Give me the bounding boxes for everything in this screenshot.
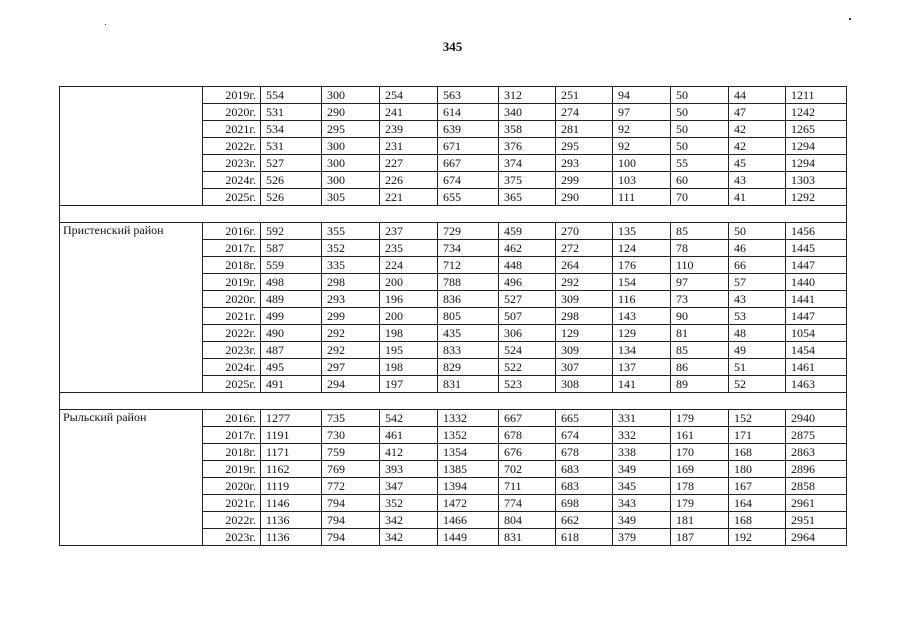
value-cell: 794 [322, 512, 380, 529]
year-cell: 2017г. [203, 240, 261, 257]
year-cell: 2017г. [203, 427, 261, 444]
value-cell: 1385 [438, 461, 499, 478]
value-cell: 788 [438, 274, 499, 291]
value-cell: 154 [613, 274, 671, 291]
value-cell: 226 [380, 172, 438, 189]
value-cell: 676 [499, 444, 556, 461]
value-cell: 50 [671, 104, 729, 121]
value-cell: 294 [322, 376, 380, 393]
value-cell: 110 [671, 257, 729, 274]
value-cell: 2940 [786, 410, 847, 427]
value-cell: 42 [729, 138, 786, 155]
value-cell: 293 [556, 155, 613, 172]
value-cell: 1146 [261, 495, 322, 512]
value-cell: 290 [556, 189, 613, 206]
value-cell: 224 [380, 257, 438, 274]
value-cell: 1191 [261, 427, 322, 444]
value-cell: 274 [556, 104, 613, 121]
value-cell: 342 [380, 512, 438, 529]
value-cell: 97 [671, 274, 729, 291]
value-cell: 41 [729, 189, 786, 206]
value-cell: 241 [380, 104, 438, 121]
value-cell: 338 [613, 444, 671, 461]
value-cell: 70 [671, 189, 729, 206]
value-cell: 198 [380, 325, 438, 342]
value-cell: 332 [613, 427, 671, 444]
table-row [60, 223, 847, 240]
value-cell: 92 [613, 138, 671, 155]
value-cell: 671 [438, 138, 499, 155]
value-cell: 331 [613, 410, 671, 427]
value-cell: 187 [671, 529, 729, 546]
value-cell: 1449 [438, 529, 499, 546]
value-cell: 498 [261, 274, 322, 291]
value-cell: 674 [556, 427, 613, 444]
year-cell: 2019г. [203, 87, 261, 104]
value-cell: 683 [556, 461, 613, 478]
value-cell: 239 [380, 121, 438, 138]
year-cell: 2025г. [203, 376, 261, 393]
value-cell: 297 [322, 359, 380, 376]
district-name-cell: Рыльский район [60, 410, 203, 546]
value-cell: 290 [322, 104, 380, 121]
value-cell: 1211 [786, 87, 847, 104]
value-cell: 55 [671, 155, 729, 172]
value-cell: 111 [613, 189, 671, 206]
value-cell: 300 [322, 155, 380, 172]
value-cell: 794 [322, 529, 380, 546]
value-cell: 1242 [786, 104, 847, 121]
value-cell: 352 [322, 240, 380, 257]
value-cell: 2858 [786, 478, 847, 495]
value-cell: 358 [499, 121, 556, 138]
value-cell: 1294 [786, 138, 847, 155]
value-cell: 141 [613, 376, 671, 393]
value-cell: 702 [499, 461, 556, 478]
value-cell: 462 [499, 240, 556, 257]
value-cell: 730 [322, 427, 380, 444]
population-table [59, 86, 847, 546]
value-cell: 352 [380, 495, 438, 512]
value-cell: 804 [499, 512, 556, 529]
value-cell: 355 [322, 223, 380, 240]
value-cell: 298 [322, 274, 380, 291]
value-cell: 198 [380, 359, 438, 376]
value-cell: 43 [729, 291, 786, 308]
value-cell: 254 [380, 87, 438, 104]
value-cell: 78 [671, 240, 729, 257]
value-cell: 2896 [786, 461, 847, 478]
value-cell: 295 [322, 121, 380, 138]
value-cell: 178 [671, 478, 729, 495]
value-cell: 168 [729, 444, 786, 461]
value-cell: 448 [499, 257, 556, 274]
value-cell: 49 [729, 342, 786, 359]
year-cell: 2021г. [203, 495, 261, 512]
year-cell: 2018г. [203, 444, 261, 461]
value-cell: 1054 [786, 325, 847, 342]
value-cell: 794 [322, 495, 380, 512]
value-cell: 526 [261, 172, 322, 189]
value-cell: 836 [438, 291, 499, 308]
value-cell: 343 [613, 495, 671, 512]
year-cell: 2019г. [203, 461, 261, 478]
value-cell: 272 [556, 240, 613, 257]
value-cell: 459 [499, 223, 556, 240]
value-cell: 237 [380, 223, 438, 240]
value-cell: 293 [322, 291, 380, 308]
value-cell: 137 [613, 359, 671, 376]
value-cell: 129 [556, 325, 613, 342]
value-cell: 1277 [261, 410, 322, 427]
value-cell: 168 [729, 512, 786, 529]
value-cell: 1447 [786, 257, 847, 274]
value-cell: 231 [380, 138, 438, 155]
value-cell: 143 [613, 308, 671, 325]
value-cell: 94 [613, 87, 671, 104]
value-cell: 90 [671, 308, 729, 325]
value-cell: 124 [613, 240, 671, 257]
value-cell: 1456 [786, 223, 847, 240]
value-cell: 342 [380, 529, 438, 546]
value-cell: 235 [380, 240, 438, 257]
value-cell: 499 [261, 308, 322, 325]
value-cell: 490 [261, 325, 322, 342]
value-cell: 667 [438, 155, 499, 172]
value-cell: 1294 [786, 155, 847, 172]
value-cell: 264 [556, 257, 613, 274]
value-cell: 495 [261, 359, 322, 376]
value-cell: 308 [556, 376, 613, 393]
separator-cell [60, 393, 847, 410]
value-cell: 375 [499, 172, 556, 189]
value-cell: 527 [261, 155, 322, 172]
value-cell: 1352 [438, 427, 499, 444]
value-cell: 100 [613, 155, 671, 172]
value-cell: 759 [322, 444, 380, 461]
value-cell: 559 [261, 257, 322, 274]
value-cell: 152 [729, 410, 786, 427]
scan-speck [849, 18, 851, 20]
value-cell: 678 [499, 427, 556, 444]
value-cell: 524 [499, 342, 556, 359]
value-cell: 179 [671, 410, 729, 427]
value-cell: 531 [261, 104, 322, 121]
value-cell: 349 [613, 512, 671, 529]
value-cell: 103 [613, 172, 671, 189]
value-cell: 563 [438, 87, 499, 104]
value-cell: 66 [729, 257, 786, 274]
value-cell: 587 [261, 240, 322, 257]
year-cell: 2018г. [203, 257, 261, 274]
value-cell: 50 [729, 223, 786, 240]
value-cell: 97 [613, 104, 671, 121]
value-cell: 829 [438, 359, 499, 376]
value-cell: 135 [613, 223, 671, 240]
value-cell: 772 [322, 478, 380, 495]
value-cell: 221 [380, 189, 438, 206]
value-cell: 50 [671, 138, 729, 155]
year-cell: 2020г. [203, 291, 261, 308]
value-cell: 134 [613, 342, 671, 359]
year-cell: 2024г. [203, 359, 261, 376]
value-cell: 2875 [786, 427, 847, 444]
section-separator-row [60, 393, 847, 410]
value-cell: 1292 [786, 189, 847, 206]
value-cell: 698 [556, 495, 613, 512]
value-cell: 50 [671, 87, 729, 104]
value-cell: 281 [556, 121, 613, 138]
value-cell: 1136 [261, 529, 322, 546]
value-cell: 307 [556, 359, 613, 376]
value-cell: 712 [438, 257, 499, 274]
value-cell: 292 [322, 325, 380, 342]
value-cell: 1332 [438, 410, 499, 427]
value-cell: 365 [499, 189, 556, 206]
value-cell: 379 [613, 529, 671, 546]
value-cell: 554 [261, 87, 322, 104]
value-cell: 86 [671, 359, 729, 376]
year-cell: 2019г. [203, 274, 261, 291]
value-cell: 300 [322, 87, 380, 104]
separator-cell [60, 206, 847, 223]
value-cell: 729 [438, 223, 499, 240]
value-cell: 292 [322, 342, 380, 359]
value-cell: 674 [438, 172, 499, 189]
value-cell: 774 [499, 495, 556, 512]
value-cell: 2961 [786, 495, 847, 512]
value-cell: 161 [671, 427, 729, 444]
value-cell: 73 [671, 291, 729, 308]
value-cell: 299 [322, 308, 380, 325]
value-cell: 1265 [786, 121, 847, 138]
value-cell: 270 [556, 223, 613, 240]
value-cell: 1472 [438, 495, 499, 512]
table-body [60, 87, 847, 546]
district-name-cell [60, 87, 203, 206]
value-cell: 683 [556, 478, 613, 495]
value-cell: 831 [438, 376, 499, 393]
value-cell: 522 [499, 359, 556, 376]
year-cell: 2021г. [203, 308, 261, 325]
value-cell: 662 [556, 512, 613, 529]
value-cell: 171 [729, 427, 786, 444]
value-cell: 1441 [786, 291, 847, 308]
year-cell: 2022г. [203, 325, 261, 342]
value-cell: 129 [613, 325, 671, 342]
value-cell: 48 [729, 325, 786, 342]
value-cell: 1171 [261, 444, 322, 461]
value-cell: 1354 [438, 444, 499, 461]
value-cell: 347 [380, 478, 438, 495]
value-cell: 306 [499, 325, 556, 342]
value-cell: 393 [380, 461, 438, 478]
value-cell: 1162 [261, 461, 322, 478]
value-cell: 89 [671, 376, 729, 393]
value-cell: 2964 [786, 529, 847, 546]
value-cell: 1136 [261, 512, 322, 529]
value-cell: 527 [499, 291, 556, 308]
year-cell: 2020г. [203, 478, 261, 495]
value-cell: 292 [556, 274, 613, 291]
year-cell: 2025г. [203, 189, 261, 206]
table-row [60, 87, 847, 104]
value-cell: 85 [671, 342, 729, 359]
value-cell: 44 [729, 87, 786, 104]
value-cell: 52 [729, 376, 786, 393]
value-cell: 667 [499, 410, 556, 427]
value-cell: 179 [671, 495, 729, 512]
value-cell: 1119 [261, 478, 322, 495]
value-cell: 711 [499, 478, 556, 495]
value-cell: 2863 [786, 444, 847, 461]
value-cell: 374 [499, 155, 556, 172]
value-cell: 180 [729, 461, 786, 478]
value-cell: 51 [729, 359, 786, 376]
value-cell: 542 [380, 410, 438, 427]
value-cell: 349 [613, 461, 671, 478]
value-cell: 309 [556, 342, 613, 359]
district-name-cell: Пристенский район [60, 223, 203, 393]
value-cell: 461 [380, 427, 438, 444]
value-cell: 295 [556, 138, 613, 155]
value-cell: 312 [499, 87, 556, 104]
value-cell: 340 [499, 104, 556, 121]
value-cell: 60 [671, 172, 729, 189]
table-row [60, 410, 847, 427]
value-cell: 196 [380, 291, 438, 308]
value-cell: 678 [556, 444, 613, 461]
value-cell: 345 [613, 478, 671, 495]
value-cell: 614 [438, 104, 499, 121]
value-cell: 200 [380, 308, 438, 325]
value-cell: 251 [556, 87, 613, 104]
value-cell: 92 [613, 121, 671, 138]
value-cell: 412 [380, 444, 438, 461]
value-cell: 176 [613, 257, 671, 274]
value-cell: 181 [671, 512, 729, 529]
value-cell: 45 [729, 155, 786, 172]
year-cell: 2024г. [203, 172, 261, 189]
page-number: 345 [442, 39, 463, 54]
value-cell: 526 [261, 189, 322, 206]
value-cell: 85 [671, 223, 729, 240]
value-cell: 116 [613, 291, 671, 308]
value-cell: 534 [261, 121, 322, 138]
value-cell: 1466 [438, 512, 499, 529]
value-cell: 47 [729, 104, 786, 121]
value-cell: 1463 [786, 376, 847, 393]
value-cell: 197 [380, 376, 438, 393]
value-cell: 655 [438, 189, 499, 206]
value-cell: 735 [322, 410, 380, 427]
year-cell: 2022г. [203, 138, 261, 155]
value-cell: 309 [556, 291, 613, 308]
value-cell: 50 [671, 121, 729, 138]
value-cell: 1445 [786, 240, 847, 257]
value-cell: 42 [729, 121, 786, 138]
value-cell: 1394 [438, 478, 499, 495]
value-cell: 195 [380, 342, 438, 359]
value-cell: 435 [438, 325, 499, 342]
value-cell: 164 [729, 495, 786, 512]
year-cell: 2021г. [203, 121, 261, 138]
year-cell: 2023г. [203, 342, 261, 359]
value-cell: 523 [499, 376, 556, 393]
value-cell: 192 [729, 529, 786, 546]
value-cell: 299 [556, 172, 613, 189]
year-cell: 2016г. [203, 410, 261, 427]
value-cell: 1461 [786, 359, 847, 376]
year-cell: 2023г. [203, 529, 261, 546]
value-cell: 487 [261, 342, 322, 359]
value-cell: 831 [499, 529, 556, 546]
value-cell: 46 [729, 240, 786, 257]
value-cell: 53 [729, 308, 786, 325]
year-cell: 2016г. [203, 223, 261, 240]
value-cell: 496 [499, 274, 556, 291]
value-cell: 1440 [786, 274, 847, 291]
value-cell: 592 [261, 223, 322, 240]
value-cell: 734 [438, 240, 499, 257]
value-cell: 489 [261, 291, 322, 308]
value-cell: 2951 [786, 512, 847, 529]
value-cell: 57 [729, 274, 786, 291]
value-cell: 305 [322, 189, 380, 206]
scan-speck [105, 24, 106, 25]
value-cell: 167 [729, 478, 786, 495]
value-cell: 169 [671, 461, 729, 478]
value-cell: 805 [438, 308, 499, 325]
value-cell: 200 [380, 274, 438, 291]
year-cell: 2023г. [203, 155, 261, 172]
value-cell: 170 [671, 444, 729, 461]
value-cell: 1454 [786, 342, 847, 359]
value-cell: 491 [261, 376, 322, 393]
value-cell: 531 [261, 138, 322, 155]
value-cell: 300 [322, 138, 380, 155]
value-cell: 769 [322, 461, 380, 478]
year-cell: 2022г. [203, 512, 261, 529]
value-cell: 665 [556, 410, 613, 427]
year-cell: 2020г. [203, 104, 261, 121]
value-cell: 300 [322, 172, 380, 189]
value-cell: 227 [380, 155, 438, 172]
value-cell: 639 [438, 121, 499, 138]
value-cell: 376 [499, 138, 556, 155]
value-cell: 1447 [786, 308, 847, 325]
section-separator-row [60, 206, 847, 223]
value-cell: 335 [322, 257, 380, 274]
value-cell: 43 [729, 172, 786, 189]
value-cell: 507 [499, 308, 556, 325]
value-cell: 618 [556, 529, 613, 546]
value-cell: 1303 [786, 172, 847, 189]
value-cell: 81 [671, 325, 729, 342]
value-cell: 298 [556, 308, 613, 325]
value-cell: 833 [438, 342, 499, 359]
